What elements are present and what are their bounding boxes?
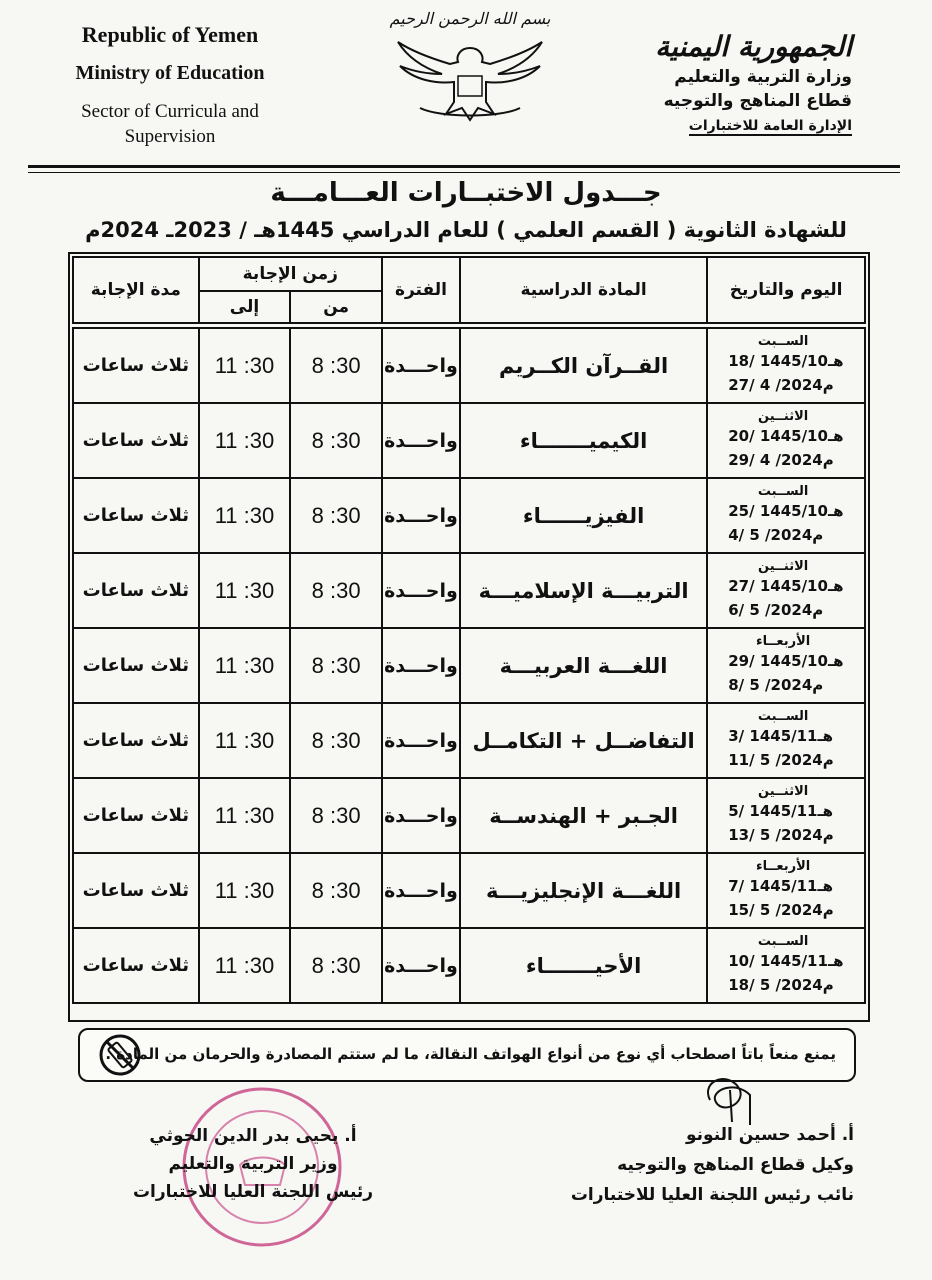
day-name: الاثنــين <box>758 783 809 799</box>
end-time-cell: 11 :30 <box>199 478 291 553</box>
subject-cell: اللغـــة العربيـــة <box>460 628 707 703</box>
header-duration: مدة الإجابة <box>73 257 199 323</box>
end-time-cell: 11 :30 <box>199 928 291 1003</box>
duration-cell: ثلاث ساعات <box>73 328 199 403</box>
hijri-date: 3/ 1445/11هـ <box>728 726 834 745</box>
day-name: الاثنــين <box>758 558 809 574</box>
date-cell <box>707 478 865 553</box>
header-english <box>40 22 300 149</box>
duration-cell: ثلاث ساعات <box>73 553 199 628</box>
table-row <box>73 928 865 1003</box>
end-time-cell: 11 :30 <box>199 553 291 628</box>
subject-cell: الكيميـــــــاء <box>460 403 707 478</box>
header-subject: المادة الدراسية <box>460 257 707 323</box>
gregorian-date: 6/ 5 /2024م <box>728 600 824 619</box>
ministry-name-ar: وزارة التربية والتعليم <box>674 67 852 87</box>
subject-cell: التربيـــة الإسلاميـــة <box>460 553 707 628</box>
exam-schedule-table <box>68 252 870 1022</box>
day-name: الســبت <box>757 333 809 349</box>
end-time-cell: 11 :30 <box>199 403 291 478</box>
signature-minister <box>108 1122 398 1206</box>
start-time-cell: 8 :30 <box>290 703 382 778</box>
header-time: زمن الإجابة <box>199 257 382 291</box>
start-time-cell: 8 :30 <box>290 853 382 928</box>
date-cell <box>707 853 865 928</box>
start-time-cell: 8 :30 <box>290 928 382 1003</box>
table-row <box>73 553 865 628</box>
date-cell <box>707 703 865 778</box>
table-row <box>73 778 865 853</box>
header-divider-thin <box>28 172 900 173</box>
day-name: الاثنــين <box>758 408 809 424</box>
deputy-role: نائب رئيس اللجنة العليا للاختبارات <box>570 1185 854 1205</box>
date-cell <box>707 778 865 853</box>
gregorian-date: 29/ 4 /2024م <box>728 450 834 469</box>
table-row <box>73 628 865 703</box>
subject-cell: القــرآن الكــريم <box>460 328 707 403</box>
end-time-cell: 11 :30 <box>199 328 291 403</box>
signature-deputy <box>534 1120 854 1210</box>
period-cell: واحـــدة <box>382 853 460 928</box>
duration-cell: ثلاث ساعات <box>73 628 199 703</box>
hijri-date: 18/ 1445/10هـ <box>728 351 844 370</box>
header-divider-thick <box>28 165 900 168</box>
header-arabic <box>592 30 852 136</box>
gregorian-date: 27/ 4 /2024م <box>728 375 834 394</box>
duration-cell: ثلاث ساعات <box>73 778 199 853</box>
gregorian-date: 11/ 5 /2024م <box>728 750 834 769</box>
day-name: الســبت <box>757 933 809 949</box>
hijri-date: 20/ 1445/10هـ <box>728 426 844 445</box>
minister-role: رئيس اللجنة العليا للاختبارات <box>132 1182 374 1202</box>
header-date: اليوم والتاريخ <box>707 257 865 323</box>
hijri-date: 7/ 1445/11هـ <box>728 876 834 895</box>
period-cell: واحـــدة <box>382 403 460 478</box>
gregorian-date: 8/ 5 /2024م <box>728 675 824 694</box>
date-cell <box>707 553 865 628</box>
start-time-cell: 8 :30 <box>290 328 382 403</box>
table-row <box>73 703 865 778</box>
table-row <box>73 853 865 928</box>
yemen-emblem <box>385 5 555 130</box>
subject-cell: الأحيـــــــاء <box>460 928 707 1003</box>
ministry-name-en: Ministry of Education <box>75 62 265 84</box>
gregorian-date: 18/ 5 /2024م <box>728 975 834 994</box>
duration-cell: ثلاث ساعات <box>73 928 199 1003</box>
sector-name-ar: قطاع المناهج والتوجيه <box>663 91 852 111</box>
gregorian-date: 13/ 5 /2024م <box>728 825 834 844</box>
hijri-date: 10/ 1445/11هـ <box>728 951 844 970</box>
sector-name-en-1: Sector of Curricula and <box>81 101 259 122</box>
period-cell: واحـــدة <box>382 928 460 1003</box>
end-time-cell: 11 :30 <box>199 628 291 703</box>
gregorian-date: 15/ 5 /2024م <box>728 900 834 919</box>
day-name: الأربعــاء <box>755 633 811 649</box>
department-name-ar: الإدارة العامة للاختبارات <box>688 118 852 134</box>
hijri-date: 27/ 1445/10هـ <box>728 576 844 595</box>
period-cell: واحـــدة <box>382 778 460 853</box>
country-name-ar: الجمهورية اليمنية <box>655 30 852 63</box>
header-period: الفترة <box>382 257 460 323</box>
header-from: من <box>290 291 382 323</box>
start-time-cell: 8 :30 <box>290 778 382 853</box>
minister-title: وزير التربية والتعليم <box>168 1154 338 1174</box>
gregorian-date: 4/ 5 /2024م <box>728 525 824 544</box>
eagle-icon <box>390 28 550 123</box>
start-time-cell: 8 :30 <box>290 478 382 553</box>
day-name: الســبت <box>757 708 809 724</box>
deputy-name: أ. أحمد حسين النونو <box>686 1125 854 1145</box>
hijri-date: 5/ 1445/11هـ <box>728 801 834 820</box>
subject-cell: الجـبر + الهندســة <box>460 778 707 853</box>
start-time-cell: 8 :30 <box>290 553 382 628</box>
period-cell: واحـــدة <box>382 553 460 628</box>
notice-text: يمنع منعاً باتاً اصطحاب أي نوع من أنواع الهواتف النقالة، ما لم ستتم المصادرة والحرمان من المادة . <box>105 1045 836 1063</box>
day-name: الســبت <box>757 483 809 499</box>
table-row <box>73 478 865 553</box>
page-title: جـــدول الاختبــارات العـــامـــة <box>270 178 662 208</box>
minister-name: أ. يحيى بدر الدين الحوثي <box>149 1126 357 1146</box>
subject-cell: التفاضــل + التكامــل <box>460 703 707 778</box>
date-cell <box>707 328 865 403</box>
end-time-cell: 11 :30 <box>199 703 291 778</box>
subject-cell: اللغـــة الإنجليزيـــة <box>460 853 707 928</box>
page-subtitle: للشهادة الثانوية ( القسم العلمي ) للعام الدراسي 1445هـ / 2023ـ 2024م <box>85 218 847 242</box>
subject-cell: الفيزيــــــاء <box>460 478 707 553</box>
duration-cell: ثلاث ساعات <box>73 403 199 478</box>
deputy-title: وكيل قطاع المناهج والتوجيه <box>617 1155 854 1175</box>
hijri-date: 29/ 1445/10هـ <box>728 651 844 670</box>
day-name: الأربعــاء <box>755 858 811 874</box>
end-time-cell: 11 :30 <box>199 853 291 928</box>
basmala: بسم الله الرحمن الرحيم <box>389 9 551 28</box>
period-cell: واحـــدة <box>382 478 460 553</box>
sector-name-en-2: Supervision <box>124 126 216 147</box>
start-time-cell: 8 :30 <box>290 403 382 478</box>
duration-cell: ثلاث ساعات <box>73 703 199 778</box>
period-cell: واحـــدة <box>382 628 460 703</box>
duration-cell: ثلاث ساعات <box>73 478 199 553</box>
header-to: إلى <box>199 291 291 323</box>
table-row <box>73 328 865 403</box>
date-cell <box>707 928 865 1003</box>
start-time-cell: 8 :30 <box>290 628 382 703</box>
hijri-date: 25/ 1445/10هـ <box>728 501 844 520</box>
date-cell <box>707 628 865 703</box>
period-cell: واحـــدة <box>382 328 460 403</box>
period-cell: واحـــدة <box>382 703 460 778</box>
date-cell <box>707 403 865 478</box>
end-time-cell: 11 :30 <box>199 778 291 853</box>
table-row <box>73 403 865 478</box>
duration-cell: ثلاث ساعات <box>73 853 199 928</box>
country-name-en: Republic of Yemen <box>81 22 259 47</box>
